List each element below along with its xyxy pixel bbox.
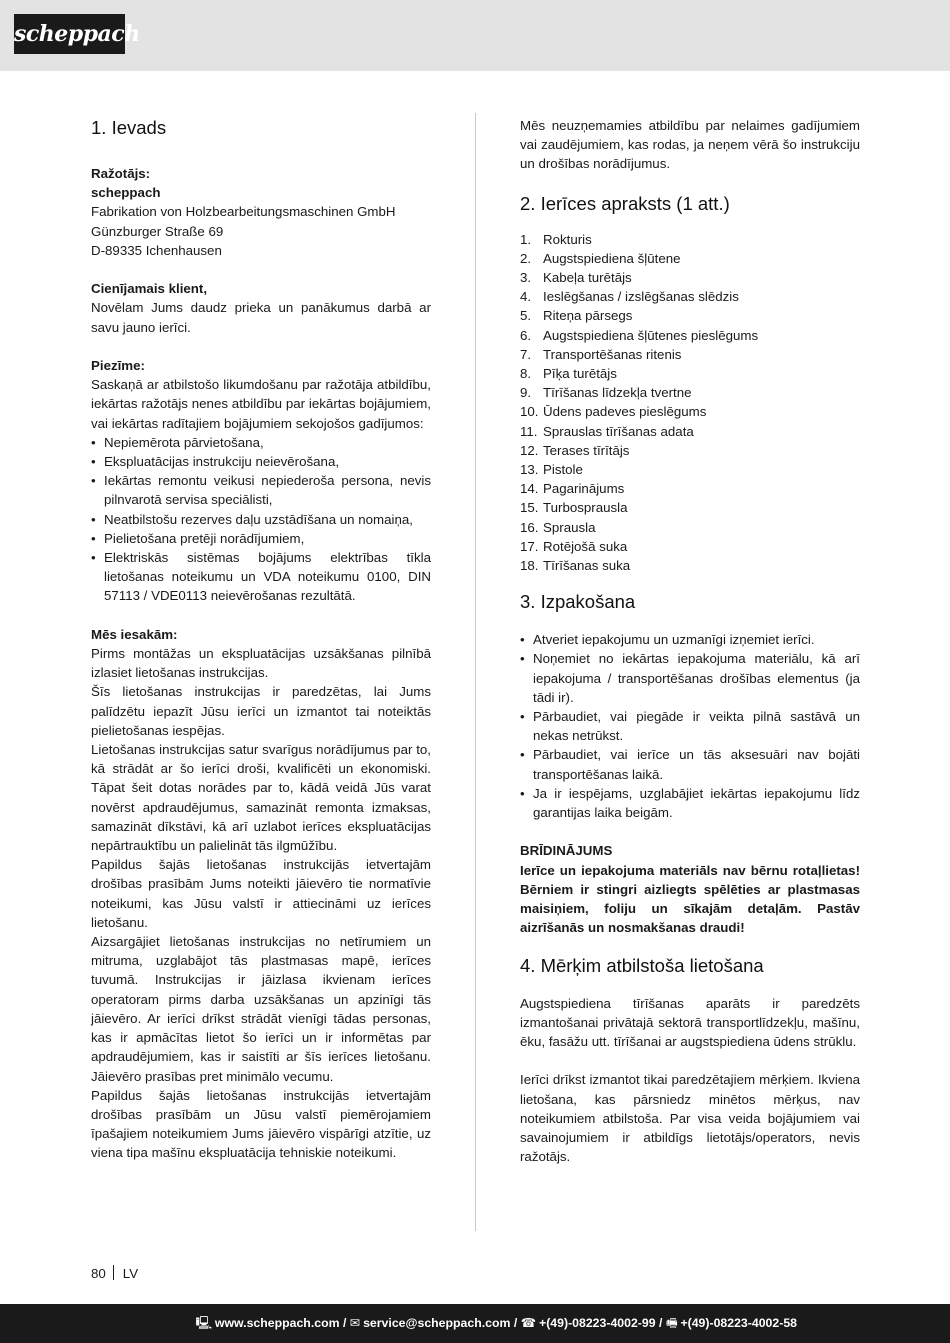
list-item: • Neatbilstošu rezerves daļu uzstādīšana un nomaiņa, bbox=[91, 510, 431, 529]
list-item: • Pielietošana pretēji norādījumiem, bbox=[91, 529, 431, 548]
computer-icon: 🖳 bbox=[195, 1316, 212, 1330]
parts-list bbox=[520, 230, 860, 576]
list-item: 11. Sprauslas tīrīšanas adata bbox=[520, 423, 694, 439]
greeting-text: Novēlam Jums daudz prieka un panākumus darbā ar savu jauno ierīci. bbox=[91, 300, 431, 335]
column-divider bbox=[475, 113, 476, 1231]
list-item: 3. Kabeļa turētājs bbox=[520, 270, 632, 286]
recommend-paragraph: Šīs lietošanas instrukcijas ir paredzētas, lai Jums palīdzētu iepazīt Jūsu ierīci un izmantot tai noteiktās pielietošanas iespējas. bbox=[91, 684, 431, 738]
section-2-title: 2. Ierīces apraksts (1 att.) bbox=[520, 192, 730, 214]
page-number-block bbox=[91, 1264, 138, 1283]
page-number: 80 bbox=[91, 1266, 106, 1281]
fax-icon: 🖷 bbox=[665, 1316, 678, 1330]
section-4-title: 4. Mērķim atbilstoša lietošana bbox=[520, 954, 764, 976]
usage-paragraph: Augstspiediena tīrīšanas aparāts ir paredzēts izmantošanai privātajā sektorā transportlīdzekļu, mašīnu, ēku, fasāžu utt. tīrīšanai ar augstspiediena ūdens strūklu. bbox=[520, 995, 860, 1049]
recommend-paragraph: Lietošanas instrukcijas satur svarīgus norādījumus par to, kā strādāt ar šo ierīci droši, kvalificēti un ekonomiski. Tāpat šeit dotas norādes par to, kādā veidā Jūs varat novērst apdraudējumus, samazināt remonta izmaksas, samazināt dīkstāvi, kā arī uzlabot ierīces ekspluatācijas nepārtrauktību un palielināt tās ilgmūžību. bbox=[91, 742, 431, 854]
address-line: Günzburger Straße 69 bbox=[91, 223, 224, 239]
fax-number: +(49)-08223-4002-58 bbox=[680, 1316, 797, 1330]
usage-paragraph: Ierīci drīkst izmantot tikai paredzētajiem mērķiem. Ikviena lietošana, kas pārsniedz minētos mērķus, nav noteikumiem atbilstoša. Par visa veida bojājumiem vai savainojumiem ir atbildīgs lietotājs/operators, nevis ražotājs. bbox=[520, 1072, 860, 1165]
note-text: Saskaņā ar atbilstošo likumdošanu par ražotāja atbildību, iekārtas ražotājs nenes atbildību par iekārtas bojājumiem, vai iekārtas radītajiem bojājumiem sekojošos gadījumos: bbox=[91, 377, 431, 431]
recommend-paragraph: Pirms montāžas un ekspluatācijas uzsākšanas pilnībā izlasiet lietošanas instrukcijas. bbox=[91, 646, 431, 681]
list-item: 2. Augstspiediena šļūtene bbox=[520, 250, 681, 266]
warning-text: Ierīce un iepakojuma materiāls nav bērnu rotaļlietas! Bērniem ir stingri aizliegts spēlēties ar plastmasas maisiņiem, foliju un sīkajām detaļām. Pastāv aizrīšanās un nosmakšanas draudi! bbox=[520, 862, 860, 936]
list-item: • Noņemiet no iekārtas iepakojuma materiālu, kā arī iepakojuma / transportēšanas drošības elementus (ja tādi ir). bbox=[520, 649, 860, 707]
section-1-title: 1. Ievads bbox=[91, 117, 167, 138]
list-item: • Ekspluatācijas instrukciju neievērošana, bbox=[91, 452, 431, 471]
recommend-paragraph: Aizsargājiet lietošanas instrukcijas no netīrumiem un mitruma, uzglabājot tās plastmasas mapē, ierīces tuvumā. Instrukcijas ir jāizlasa ikvienam ierīces operatoram pirms darba uzsākšanas un apzinīgi tās jāievēro. Ar ierīci drīkst strādāt vienīgi tādas personas, kas ir apmācītas lietot šo ierīci un ir informētas par apdraudējumiem, kas ir saistīti ar šīs ierīces lietošanu. Jāievēro prasības pret minimālo vecumu. bbox=[91, 934, 431, 1084]
list-item: 10. Ūdens padeves pieslēgums bbox=[520, 404, 707, 420]
list-item: 9. Tīrīšanas līdzekļa tvertne bbox=[520, 385, 692, 401]
greeting-label: Cienījamais klient, bbox=[91, 281, 208, 297]
list-item: • Atveriet iepakojumu un uzmanīgi izņemiet ierīci. bbox=[520, 630, 860, 649]
right-column bbox=[520, 116, 860, 1166]
list-item: • Ja ir iespējams, uzglabājiet iekārtas iepakojumu līdz garantijas laika beigām. bbox=[520, 784, 860, 822]
recommend-paragraph: Papildus šajās lietošanas instrukcijās ietvertajām drošības prasībām Jums noteikti jāievēro tie normatīvie noteikumi, kas Jūsu valstī ir attiecināmi uz ierīces lietošanu. bbox=[91, 857, 431, 930]
list-item: 17. Rotējošā suka bbox=[520, 538, 628, 554]
note-bullet-list bbox=[91, 433, 431, 606]
list-item: 4. Ieslēgšanas / izslēgšanas slēdzis bbox=[520, 289, 739, 305]
address-line: Fabrikation von Holzbearbeitungsmaschinen GmbH bbox=[91, 204, 396, 220]
address-line: D-89335 Ichenhausen bbox=[91, 242, 222, 258]
website-link[interactable]: www.scheppach.com bbox=[214, 1316, 340, 1330]
list-item: • Pārbaudiet, vai piegāde ir veikta pilnā sastāvā un nekas netrūkst. bbox=[520, 707, 860, 745]
phone-number: +(49)-08223-4002-99 bbox=[539, 1316, 656, 1330]
section-3-title: 3. Izpakošana bbox=[520, 591, 636, 613]
manufacturer-label: Ražotājs: bbox=[91, 166, 151, 181]
list-item: 14. Pagarinājums bbox=[520, 481, 625, 497]
list-item: 18. Tīrīšanas suka bbox=[520, 558, 631, 574]
page-separator bbox=[113, 1265, 114, 1280]
list-item: 16. Sprausla bbox=[520, 519, 596, 535]
footer-bar bbox=[0, 1304, 950, 1343]
recommend-paragraph: Papildus šajās lietošanas instrukcijās ietvertajām drošības prasībām un Jūsu valstī piemērojamiem īpašajiem noteikumiem Jums jāievēro vispārīgi atzītie, uz viena tipa mašīnu ekspluatācija tehniskie noteikumi. bbox=[91, 1087, 431, 1161]
manufacturer-name: scheppach bbox=[91, 185, 161, 201]
list-item: 5. Riteņa pārsegs bbox=[520, 308, 633, 324]
list-item: • Nepiemērota pārvietošana, bbox=[91, 433, 431, 452]
list-item: 8. Pīķa turētājs bbox=[520, 366, 617, 382]
list-item: • Elektriskās sistēmas bojājums elektrības tīkla lietošanas noteikumu un VDA noteikumu 0100, DIN 57113 / VDE0113 neievērošanas rezultātā. bbox=[91, 548, 431, 606]
list-item: • Pārbaudiet, vai ierīce un tās aksesuāri nav bojāti transportēšanas laikā. bbox=[520, 745, 860, 783]
email-icon: ✉ bbox=[349, 1316, 361, 1330]
list-item: 6. Augstspiediena šļūtenes pieslēgums bbox=[520, 327, 759, 343]
phone-icon: ☎ bbox=[520, 1316, 537, 1330]
list-item: 12. Terases tīrītājs bbox=[520, 442, 630, 458]
email-link[interactable]: service@scheppach.com bbox=[363, 1316, 511, 1330]
contact-line: 🖳 www.scheppach.com / ✉ service@scheppach.com / ☎ +(49)-08223-4002-99 / 🖷 +(49)-08223-4002-58 bbox=[195, 1316, 797, 1330]
recommend-label: Mēs iesakām: bbox=[91, 626, 178, 642]
list-item: 7. Transportēšanas ritenis bbox=[520, 346, 682, 362]
list-item: • Iekārtas remontu veikusi nepiederoša persona, nevis pilnvarotā servisa speciālisti, bbox=[91, 471, 431, 509]
scheppach-logo: scheppach bbox=[14, 14, 125, 54]
list-item: 15. Turbosprausla bbox=[520, 500, 628, 516]
left-column bbox=[91, 116, 431, 1163]
note-label: Piezīme: bbox=[91, 358, 145, 373]
warning-label: BRĪDINĀJUMS bbox=[520, 843, 613, 859]
unpacking-bullet-list bbox=[520, 630, 860, 822]
list-item: 1. Rokturis bbox=[520, 231, 592, 247]
header-bar bbox=[0, 0, 950, 71]
list-item: 13. Pistole bbox=[520, 462, 583, 478]
liability-intro: Mēs neuzņemamies atbildību par nelaimes gadījumiem vai zaudējumiem, kas rodas, ja neņem vērā šo instrukciju un drošības norādījumus. bbox=[520, 118, 860, 172]
language-code: LV bbox=[122, 1266, 139, 1281]
